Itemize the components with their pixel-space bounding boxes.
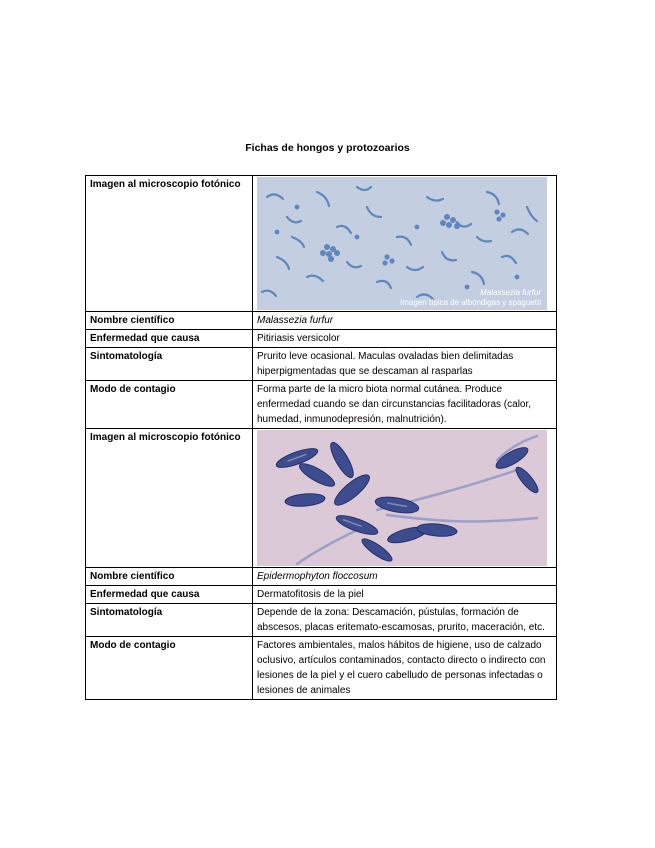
image-cell <box>253 176 557 312</box>
image-cell <box>253 429 557 568</box>
disease-row <box>86 586 557 604</box>
row-label: Enfermedad que causa <box>86 586 253 604</box>
image-row <box>86 429 557 568</box>
scientific-name-value: Malassezia furfur <box>253 312 557 330</box>
symptoms-value: Prurito leve ocasional. Maculas ovaladas bien delimitadas hiperpigmentadas que se descaman al rasparlas <box>253 348 557 381</box>
document-title: Fichas de hongos y protozoarios <box>245 142 410 154</box>
image-label: Imagen al microscopio fotónico <box>86 429 253 568</box>
micrograph-caption-line1: Malassezia furfur <box>480 288 541 297</box>
micrograph-caption-line2: Imagen típica de albóndigas y spaguetti <box>400 298 541 307</box>
scientific-name-row <box>86 312 557 330</box>
row-label: Enfermedad que causa <box>86 330 253 348</box>
transmission-row <box>86 381 557 429</box>
image-row <box>86 176 557 312</box>
row-label: Sintomatología <box>86 604 253 637</box>
fungus-card-epidermophyton <box>85 428 557 700</box>
fungus-card-malassezia <box>85 175 557 429</box>
row-label: Nombre científico <box>86 312 253 330</box>
row-label: Nombre científico <box>86 568 253 586</box>
malassezia-micrograph <box>257 177 547 310</box>
row-label: Modo de contagio <box>86 637 253 700</box>
disease-value: Dermatofitosis de la piel <box>253 586 557 604</box>
scientific-name-value: Epidermophyton floccosum <box>253 568 557 586</box>
row-label: Sintomatología <box>86 348 253 381</box>
transmission-row <box>86 637 557 700</box>
disease-row <box>86 330 557 348</box>
transmission-value: Factores ambientales, malos hábitos de higiene, uso de calzado oclusivo, artículos contaminados, contacto directo o indirecto con lesiones de la piel y el cuero cabelludo de personas infectadas o lesiones de animales <box>253 637 557 700</box>
symptoms-row <box>86 604 557 637</box>
symptoms-value: Depende de la zona: Descamación, pústulas, formación de abscesos, placas eritemato-escamosas, prurito, maceración, etc. <box>253 604 557 637</box>
scientific-name-row <box>86 568 557 586</box>
row-label: Modo de contagio <box>86 381 253 429</box>
disease-value: Pitiriasis versicolor <box>253 330 557 348</box>
transmission-value: Forma parte de la micro biota normal cutánea. Produce enfermedad cuando se dan circunstancias facilitadoras (calor, humedad, inmunodepresión, malnutrición). <box>253 381 557 429</box>
symptoms-row <box>86 348 557 381</box>
image-label: Imagen al microscopio fotónico <box>86 176 253 312</box>
epidermophyton-micrograph <box>257 430 547 566</box>
